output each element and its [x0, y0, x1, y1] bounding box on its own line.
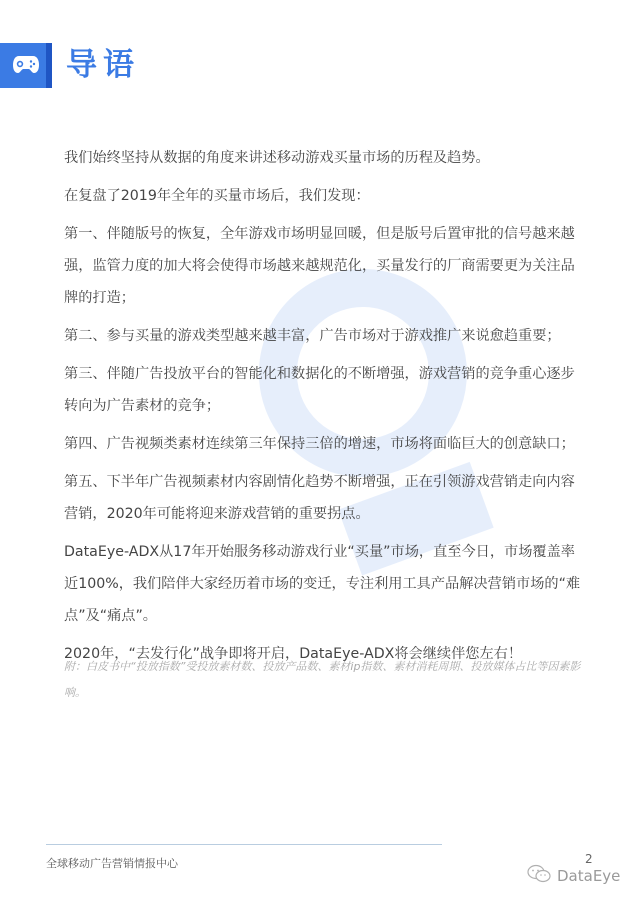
- footer-divider: [46, 844, 442, 845]
- paragraph: 第三、伴随广告投放平台的智能化和数据化的不断增强，游戏营销的竞争重心逐步转向为广告素材的竞争；: [64, 366, 575, 414]
- gamepad-icon: [11, 52, 41, 80]
- paragraph: 在复盘了2019年全年的买量市场后，我们发现：: [64, 188, 370, 204]
- section-header: [0, 43, 140, 88]
- wechat-brand: [527, 864, 620, 888]
- footnote: 附：白皮书中“投放指数”受投放素材数、投放产品数、素材ip指数、素材消耗周期、投放媒体占比等因素影响。: [64, 660, 581, 699]
- brand-name: DataEye: [557, 867, 621, 885]
- wechat-icon: [527, 864, 553, 888]
- intro-body: [64, 142, 584, 676]
- header-icon-block: [0, 43, 52, 88]
- paragraph: 第一、伴随版号的恢复，全年游戏市场明显回暖，但是版号后置审批的信号越来越强，监管力度的加大将会使得市场越来越规范化，买量发行的厂商需要更为关注品牌的打造；: [64, 226, 575, 306]
- paragraph: 第五、下半年广告视频素材内容剧情化趋势不断增强，正在引领游戏营销走向内容营销，2020年可能将迎来游戏营销的重要拐点。: [64, 474, 575, 522]
- page-number: 2: [585, 852, 593, 866]
- footer-org-name: 全球移动广告营销情报中心: [46, 857, 178, 870]
- page-title: 导语: [66, 47, 140, 83]
- paragraph: 第四、广告视频类素材连续第三年保持三倍的增速，市场将面临巨大的创意缺口；: [64, 436, 575, 452]
- paragraph: DataEye-ADX从17年开始服务移动游戏行业“买量”市场，直至今日，市场覆盖率近100%，我们陪伴大家经历着市场的变迁，专注利用工具产品解决营销市场的“难点”及“痛点”。: [64, 544, 581, 624]
- paragraph: 第二、参与买量的游戏类型越来越丰富，广告市场对于游戏推广来说愈趋重要；: [64, 328, 561, 344]
- paragraph: 我们始终坚持从数据的角度来讲述移动游戏买量市场的历程及趋势。: [64, 150, 490, 166]
- paragraph: 2020年，“去发行化”战争即将开启，DataEye-ADX将会继续伴您左右！: [64, 646, 523, 662]
